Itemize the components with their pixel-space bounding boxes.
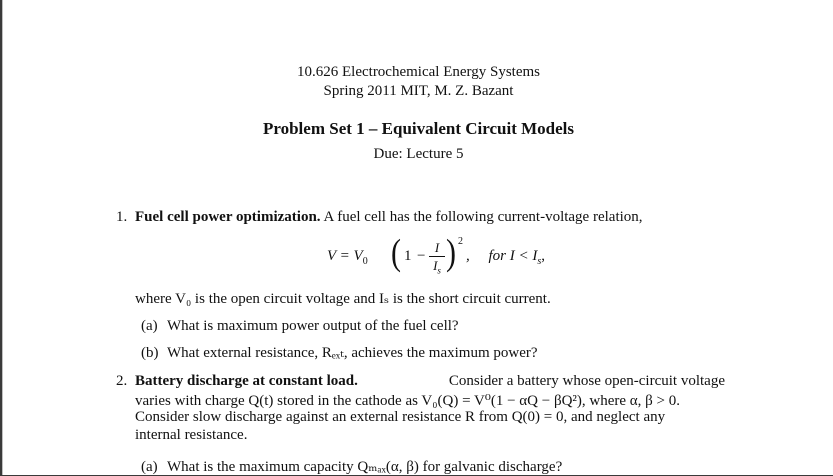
part-label: (a): [141, 318, 158, 334]
problem-2-line-4: internal resistance.: [135, 427, 248, 443]
fraction-denominator: $I_s$: [433, 258, 441, 276]
due-date: Due: Lecture 5: [373, 146, 464, 162]
equation-lhs: $V = V_0$: [327, 248, 368, 267]
course-term: Spring 2011 MIT, M. Z. Bazant: [323, 83, 514, 99]
right-paren: ): [446, 231, 456, 273]
problem-1-where: where V₀ is the open circuit voltage and Iₛ is the short circuit current.: [135, 291, 551, 307]
problem-1-intro-line: [135, 209, 643, 226]
left-paren: (: [391, 231, 401, 273]
problem-1-part-a: [141, 318, 459, 335]
problem-2-number: 2.: [116, 373, 128, 389]
document-page: [2, 0, 833, 475]
problem-2-line-3: Consider slow discharge against an external resistance R from Q(0) = 0, and neglect any: [135, 409, 666, 425]
part-text: What external resistance, Rₑₓₜ, achieves the maximum power?: [167, 345, 538, 361]
equation-one: 1: [404, 248, 412, 264]
part-text: What is maximum power output of the fuel cell?: [167, 318, 459, 334]
equation-power: 2: [458, 236, 463, 247]
course-name: 10.626 Electrochemical Energy Systems: [297, 64, 540, 80]
page-title: Problem Set 1 – Equivalent Circuit Models: [262, 119, 575, 138]
equation-fraction: [429, 240, 445, 276]
problem-2-part-a: [141, 457, 562, 476]
problem-1-heading: Fuel cell power optimization.: [135, 209, 321, 225]
problem-2-line-1-text: Consider a battery whose open-circuit voltage: [448, 373, 725, 389]
fraction-numerator: I: [434, 240, 440, 255]
part-label: (a): [141, 459, 158, 475]
problem-1-intro: A fuel cell has the following current-voltage relation,: [323, 209, 643, 225]
equation-minus: −: [417, 248, 426, 264]
problem-2-line-1: [135, 373, 725, 390]
equation-condition: , for $I < I_s$,: [466, 248, 546, 267]
problem-2-heading: Battery discharge at constant load.: [135, 373, 358, 389]
fraction-bar: [429, 256, 445, 257]
part-label: (b): [141, 345, 159, 361]
problem-1-number: 1.: [116, 209, 128, 225]
problem-1-part-b: [141, 343, 538, 362]
equation-voltage: [303, 231, 603, 284]
problem-2-line-2: varies with charge Q(t) stored in the cathode as V₀(Q) = V⁰(1 − αQ − βQ²), where α, β > 0.: [135, 393, 681, 409]
part-text: What is the maximum capacity Qₘₐₓ(α, β) for galvanic discharge?: [167, 459, 563, 475]
